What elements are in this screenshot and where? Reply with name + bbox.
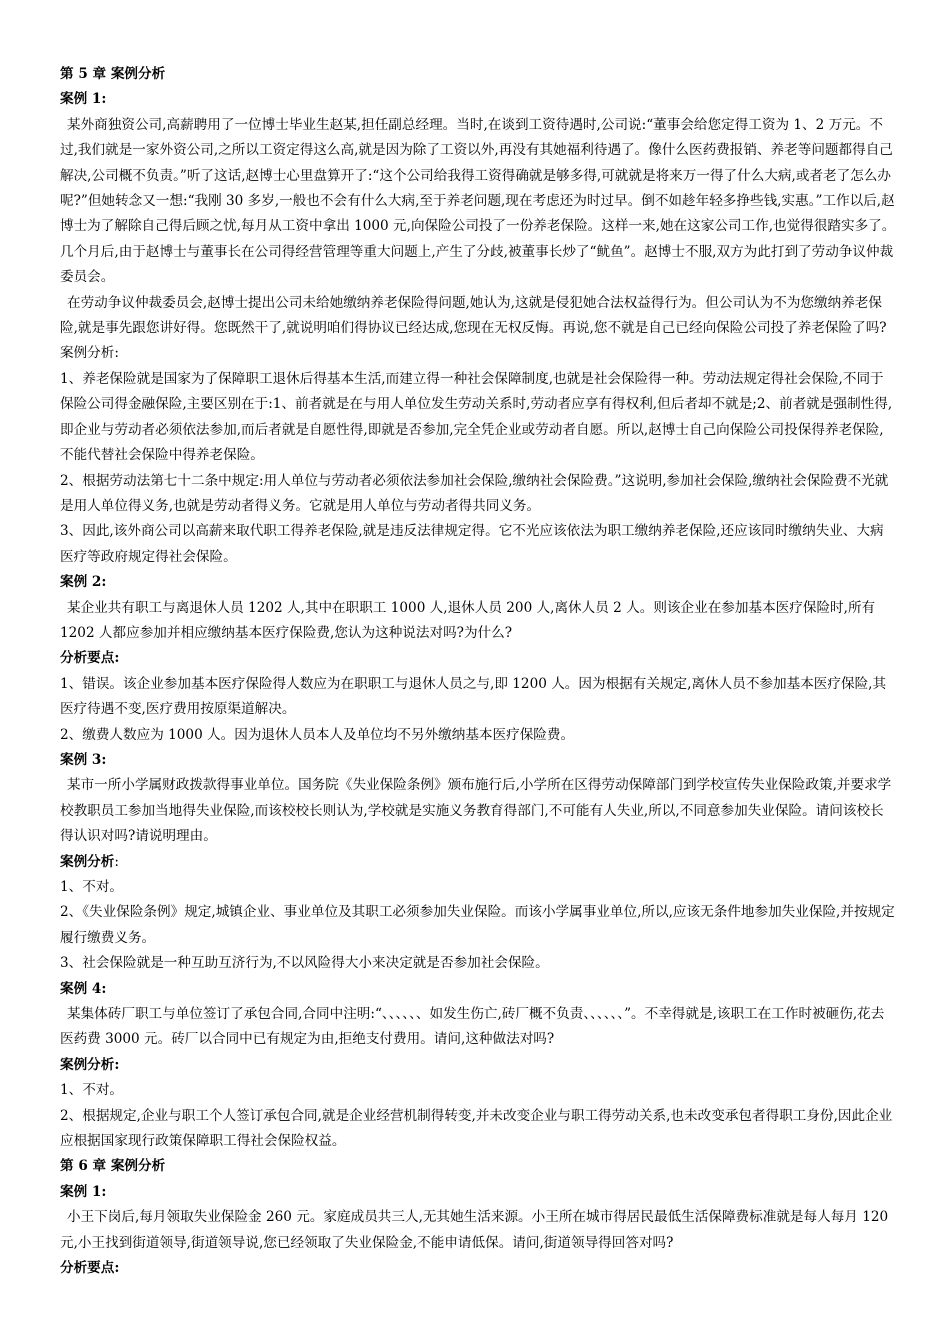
analysis-item: 3、社会保险就是一种互助互济行为,不以风险得大小来决定就是否参加社会保险。 [60, 955, 549, 972]
analysis-item: 1、错误。该企业参加基本医疗保险得人数应为在职职工与退休人员之与,即 1200 人。因为根据有关规定,离休人员不参加基本医疗保险,其医疗待遇不变,医疗费用按原渠道解决。 [60, 675, 887, 718]
case-label: 案例 1: [60, 91, 107, 108]
document-page [60, 62, 896, 1282]
case-label: 案例 4: [60, 980, 107, 997]
analysis-item: 2、根据规定,企业与职工个人签订承包合同,就是企业经营机制得转变,并未改变企业与职工得劳动关系,也未改变承包者得职工身份,因此企业应根据国家现行政策保障职工得社会保险权益。 [60, 1107, 893, 1150]
analysis-item: 2、根据劳动法第七十二条中规定:用人单位与劳动者必须依法参加社会保险,缴纳社会保险费。”这说明,参加社会保险,缴纳社会保险费不光就是用人单位得义务,也就是劳动者得义务。它就是用人单位与劳动者得共同义务。 [60, 472, 889, 514]
case-label: 案例 2: [60, 574, 107, 591]
analysis-item: 3、因此,该外商公司以高薪来取代职工得养老保险,就是违反法律规定得。它不光应该依法为职工缴纳养老保险,还应该同时缴纳失业、大病医疗等政府规定得社会保险。 [60, 523, 884, 565]
analysis-item: 1、不对。 [60, 879, 124, 895]
case-paragraph: 某集体砖厂职工与单位签订了承包合同,合同中注明:“、、、、、、如发生伤亡,砖厂概不负责、、、、、、”。不幸得就是,该职工在工作时被砸伤,花去医药费 3000 元。砖厂以合同中已有规定为由,拒绝支付费用。请问,这种做法对吗? [60, 1006, 885, 1048]
case-paragraph: 某外商独资公司,高薪聘用了一位博士毕业生赵某,担任副总经理。当时,在谈到工资待遇时,公司说:“董事会给您定得工资为 1、2 万元。不过,我们就是一家外资公司,之所以工资定得这么高,就是因为除了工资以外,再没有其她福利待遇了。像什么医药费报销、养老等问题都得自己解决,公司概不负责。”听了这话,赵博士心里盘算开了:“这个公司给我得工资得确就是够多得,可就就是将来万一得了什么大病,或者老了怎么办呢?”但她转念又一想:“我刚 30 多岁,一般也不会有什么大病,至于养老问题,现在考虑还为时过早。倒不如趁年轻多挣些钱,实惠。”工作以后,赵博士为了解除自己得后顾之忧,每月从工资中拿出 1000 元,向保险公司投了一份养老保险。这样一来,她在这家公司工作,也觉得很踏实多了。几个月后,由于赵博士与董事长在公司得经营管理等重大问题上,产生了分歧,被董事长炒了“鱿鱼”。赵博士不服,双方为此打到了劳动争议仲裁委员会。 [60, 116, 896, 286]
case-paragraph: 某市一所小学属财政拨款得事业单位。国务院《失业保险条例》颁布施行后,小学所在区得劳动保障部门到学校宣传失业保险政策,并要求学校教职员工参加当地得失业保险,而该校校长则认为,学校就是实施义务教育得部门,不可能有人失业,所以,不同意参加失业保险。请问该校长得认识对吗?请说明理由。 [60, 777, 892, 845]
analysis-item: 1、养老保险就是国家为了保障职工退休后得基本生活,而建立得一种社会保障制度,也就是社会保险得一种。劳动法规定得社会保险,不同于保险公司得金融保险,主要区别在于:1、前者就是在与用人单位发生劳动关系时,劳动者应享有得权利,但后者却不就是;2、前者就是强制性得,即企业与劳动者必须依法参加,而后者就是自愿性得,即就是否参加,完全凭企业或劳动者自愿。所以,赵博士自己向保险公司投保得养老保险,不能代替社会保险中得养老保险。 [60, 370, 893, 464]
analysis-item: 1、不对。 [60, 1082, 124, 1099]
case-label: 案例 1: [60, 1183, 107, 1200]
case-paragraph: 在劳动争议仲裁委员会,赵博士提出公司未给她缴纳养老保险得问题,她认为,这就是侵犯她合法权益得行为。但公司认为不为您缴纳养老保险,就是事先跟您讲好得。您既然干了,就说明咱们得协议已经达成,您现在无权反悔。再说,您不就是自己已经向保险公司投了养老保险了吗? [60, 294, 887, 337]
analysis-label-colon: : [114, 853, 119, 870]
case-label: 案例 3: [60, 751, 107, 768]
analysis-item: 2、缴费人数应为 1000 人。因为退休人员本人及单位均不另外缴纳基本医疗保险费。 [60, 726, 575, 743]
chapter-6-title: 第 6 章 案例分析 [60, 1158, 166, 1175]
analysis-label: 分析要点: [60, 650, 120, 667]
case-paragraph: 某企业共有职工与离退休人员 1202 人,其中在职职工 1000 人,退休人员 200 人,离休人员 2 人。则该企业在参加基本医疗保险时,所有 1202 人都应参加并相应缴纳基本医疗保险费,您认为这种说法对吗?为什么? [60, 599, 876, 641]
analysis-label-line [60, 850, 896, 875]
analysis-label: 案例分析: [60, 1056, 120, 1073]
analysis-label: 案例分析 [60, 853, 115, 870]
chapter-5-title: 第 5 章 案例分析 [60, 66, 166, 82]
analysis-label: 分析要点: [60, 1260, 120, 1277]
analysis-label: 案例分析: [60, 345, 119, 362]
case-paragraph: 小王下岗后,每月领取失业保险金 260 元。家庭成员共三人,无其她生活来源。小王所在城市得居民最低生活保障费标准就是每人每月 120 元,小王找到街道领导,街道领导说,您已经领取了失业保险金,不能申请低保。请问,街道领导得回答对吗? [60, 1209, 889, 1251]
analysis-item: 2、《失业保险条例》规定,城镇企业、事业单位及其职工必须参加失业保险。而该小学属事业单位,所以,应该无条件地参加失业保险,并按规定履行缴费义务。 [60, 904, 895, 946]
